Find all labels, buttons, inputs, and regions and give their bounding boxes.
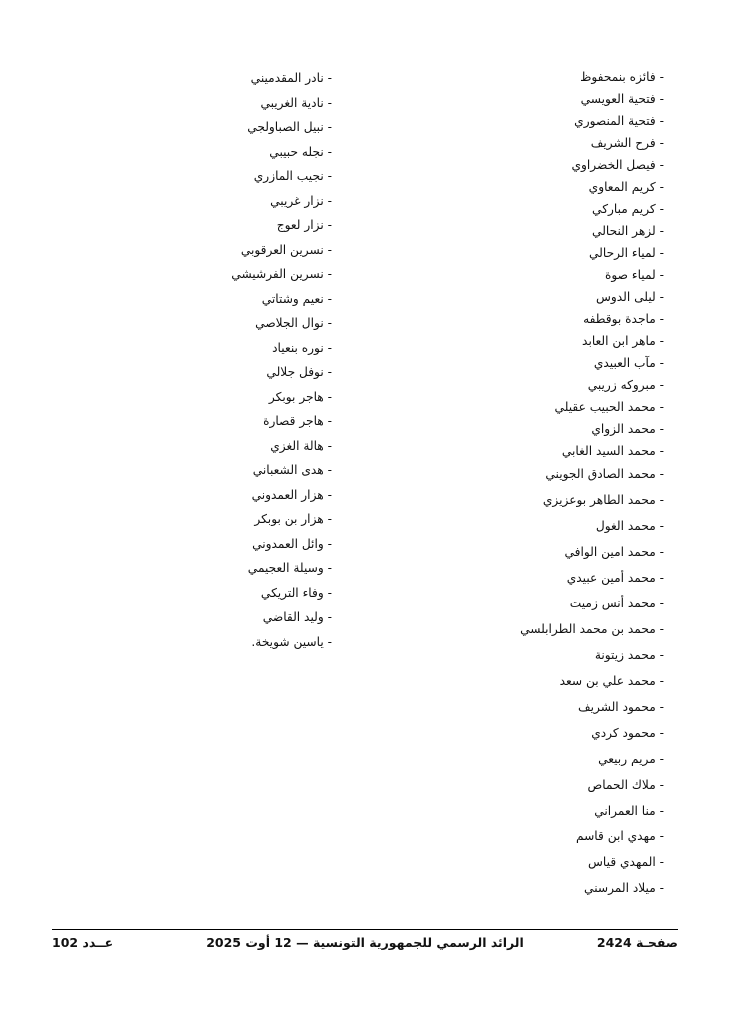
name-item: - هدى الشعباني — [252, 463, 332, 477]
name-item: - ماهر ابن العابد — [582, 334, 664, 348]
name-item: - محمود الشريف — [577, 700, 664, 715]
name-item: - وليد القاضي — [262, 610, 332, 624]
name-item: - نسرين العرقوبي — [240, 242, 332, 257]
name-item: - وسيلة العجيمي — [247, 561, 332, 575]
name-item: - منا العمراني — [594, 803, 664, 818]
name-item: - محمد الزواي — [591, 422, 664, 436]
name-item: - نعيم وشتاتي — [261, 291, 332, 306]
name-item: - نجيب المازري — [253, 169, 332, 183]
page-footer — [52, 935, 678, 953]
issue-number: عــدد 102 — [52, 935, 114, 950]
name-item: - فتحية العويسي — [580, 92, 664, 106]
name-item: - محمد علي بن سعد — [559, 674, 664, 689]
name-item: - فائزه بنمحفوظ — [580, 70, 664, 84]
name-item: - نادر المقدميني — [250, 71, 332, 85]
name-item: - لمياء صوة — [604, 268, 664, 282]
name-item: - محمد الغول — [595, 518, 664, 533]
name-item: - مآب العبيدي — [593, 356, 664, 370]
name-item: - هزار العمدوني — [251, 487, 332, 502]
journal-title-date: الرائد الرسمي للجمهورية التونسية — 12 أوت 2025 — [206, 935, 524, 950]
name-item: - مهدي ابن قاسم — [575, 829, 664, 844]
name-item: - لزهر النحالي — [592, 224, 664, 238]
name-item: - محمد الصادق الجويني — [545, 467, 664, 481]
name-item: - نادية الغريبي — [260, 95, 332, 110]
name-item: - هاجر قصارة — [263, 414, 332, 428]
name-item: - وفاء التريكي — [260, 585, 332, 600]
name-item: - محمد بن محمد الطرابلسي — [520, 622, 664, 637]
name-item: - ياسين شويخة. — [251, 634, 332, 649]
name-item: - وائل العمدوني — [252, 536, 332, 551]
name-item: - محمد أنس زميت — [569, 596, 664, 611]
name-item: - محمد زيتونة — [594, 648, 664, 663]
names-list-right — [434, 66, 664, 902]
name-item: - نجله حبيبي — [269, 144, 332, 159]
name-item: - محمد الطاهر بوعزيزي — [542, 492, 664, 507]
name-item: - ملاك الحماص — [587, 777, 664, 792]
name-item: - نوره بنعياد — [272, 340, 332, 355]
name-item: - كريم مباركي — [592, 202, 664, 216]
name-item: - محمود كردي — [591, 725, 664, 740]
name-item: - محمد امين الوافي — [564, 544, 664, 559]
name-item: - نوال الجلاصي — [255, 316, 332, 330]
name-item: - ماجدة بوقطفه — [583, 312, 664, 326]
name-item: - فرح الشريف — [590, 136, 664, 150]
name-item: - نزار غريبي — [270, 193, 332, 208]
names-list-left — [162, 66, 332, 654]
name-item: - مبروكه زريبي — [587, 378, 664, 392]
name-item: - نسرين الفرشيشي — [231, 267, 332, 281]
name-item: - مريم ربيعي — [598, 751, 664, 766]
name-item: - هالة الغزي — [270, 438, 332, 453]
name-item: - لمياء الرحالي — [589, 246, 664, 260]
name-item: - ليلى الدوس — [596, 290, 664, 304]
name-item: - فتحية المنصوري — [574, 114, 664, 128]
name-item: - محمد أمين عبيدي — [566, 570, 664, 585]
name-item: - هاجر بوبكر — [268, 389, 332, 404]
name-item: - كريم المعاوي — [588, 180, 664, 194]
page-number: صفحـة 2424 — [596, 935, 678, 950]
name-item: - نزار لعوج — [276, 218, 332, 232]
name-item: - نوفل جلالي — [266, 365, 332, 379]
name-item: - محمد الحبيب عقيلي — [554, 400, 664, 414]
footer-divider — [52, 929, 678, 930]
name-item: - محمد السيد الغابي — [561, 444, 664, 458]
name-item: - ميلاد المرسني — [584, 881, 664, 896]
name-item: - المهدي قياس — [588, 855, 664, 870]
name-item: - هزار بن بوبكر — [254, 512, 332, 526]
name-item: - فيصل الخضراوي — [571, 158, 664, 172]
name-item: - نبيل الصباولجي — [247, 120, 332, 134]
